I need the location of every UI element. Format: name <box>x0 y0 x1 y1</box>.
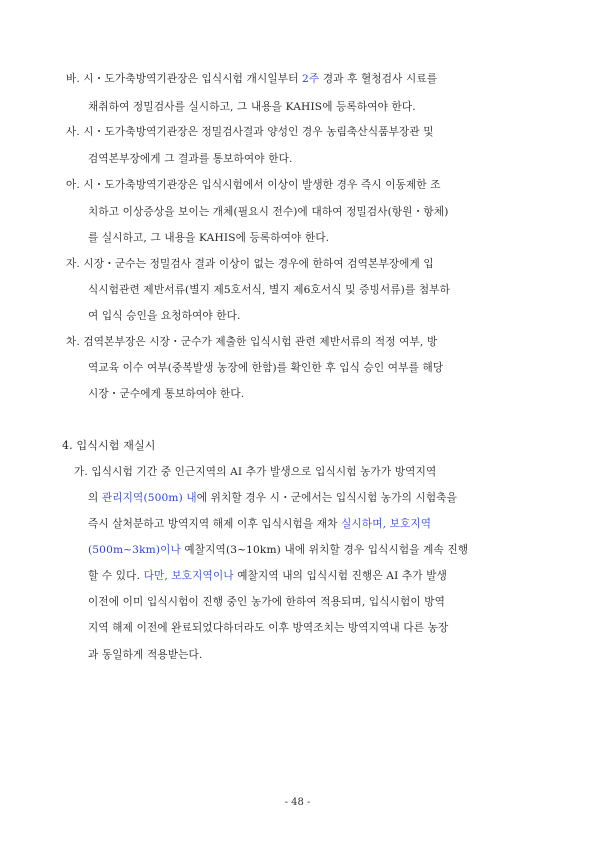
item-a-line-3: 를 실시하고, 그 내용을 KAHIS에 등록하여야 한다. <box>88 232 330 244</box>
text: 바. 시・도가축방역기관장은 입식시험 개시일부터 <box>66 73 303 85</box>
text: 예찰지역(3~10km) 내에 위치할 경우 입식시험을 계속 진행 <box>180 544 469 556</box>
item-ja-line-2: 식시험관련 제반서류(별지 제5호서식, 별지 제6호서식 및 증빙서류)를 첨부하 <box>88 284 450 296</box>
text: 에 위치할 경우 시・군에서는 입식시험 농가의 시험축을 <box>196 492 458 504</box>
item-cha-line-2: 역교육 이수 여부(중복발생 농장에 한함)를 확인한 후 입식 승인 여부를 해당 <box>88 362 444 374</box>
page-number: - 48 - <box>284 797 311 808</box>
item-ba-line-2: 채취하여 정밀검사를 실시하고, 그 내용을 KAHIS에 등록하여야 한다. <box>88 101 416 113</box>
item-cha-line-1: 차. 검역본부장은 시장・군수가 제출한 입식시험 관련 제반서류의 적정 여부, 방 <box>66 336 438 348</box>
item-ga-line-1: 가. 입식시험 기간 중 인근지역의 AI 추가 발생으로 입식시험 농가가 방역지역 <box>74 466 437 478</box>
item-ga-line-3 <box>88 517 431 531</box>
item-cha-line-3: 시장・군수에게 통보하여야 한다. <box>88 388 245 400</box>
text: 할 수 있다. <box>88 570 144 582</box>
item-ga-line-7: 지역 해제 이전에 완료되었다하더라도 이후 방역조치는 방역지역내 다른 농장 <box>88 622 449 634</box>
highlight-duration: 2주 <box>302 73 320 85</box>
highlight-management-zone: 관리지역(500m) 내 <box>101 492 197 504</box>
highlight-exception: 다만, 보호지역이나 <box>143 570 234 582</box>
highlight-range: (500m~3km)이나 <box>88 544 181 556</box>
item-ga-line-4 <box>88 543 468 557</box>
highlight-protection-zone: 실시하며, 보호지역 <box>341 518 432 530</box>
item-ga-line-5 <box>88 569 447 583</box>
item-a-line-2: 치하고 이상증상을 보이는 개체(필요시 전수)에 대하여 정밀검사(항원・항체) <box>88 206 449 218</box>
section-heading: 4. 입식시험 재실시 <box>62 439 156 452</box>
item-ga-line-8: 과 동일하게 적용받는다. <box>88 649 203 661</box>
item-ga-line-2 <box>88 491 457 505</box>
item-sa-line-1: 사. 시・도가축방역기관장은 정밀검사결과 양성인 경우 농림축산식품부장관 및 <box>66 126 434 138</box>
item-sa-line-2: 검역본부장에게 그 결과를 통보하여야 한다. <box>88 153 293 165</box>
item-ga-line-6: 이전에 이미 입식시험이 진행 중인 농가에 한하여 적용되며, 입식시험이 방역 <box>88 596 446 608</box>
text: 의 <box>88 492 102 504</box>
item-ja-line-3: 여 입식 승인을 요청하여야 한다. <box>88 310 241 322</box>
item-ja-line-1: 자. 시장・군수는 정밀검사 결과 이상이 없는 경우에 한하여 검역본부장에게 입 <box>66 258 434 270</box>
item-ba-line-1 <box>66 72 437 86</box>
item-a-line-1: 아. 시・도가축방역기관장은 입식시험에서 이상이 발생한 경우 즉시 이동제한 조 <box>66 179 441 191</box>
text: 즉시 살처분하고 방역지역 해제 이후 입식시험을 재차 <box>88 518 342 530</box>
text: 경과 후 혈청검사 시료를 <box>319 73 438 85</box>
text: 예찰지역 내의 입식시험 진행은 AI 추가 발생 <box>233 570 447 582</box>
